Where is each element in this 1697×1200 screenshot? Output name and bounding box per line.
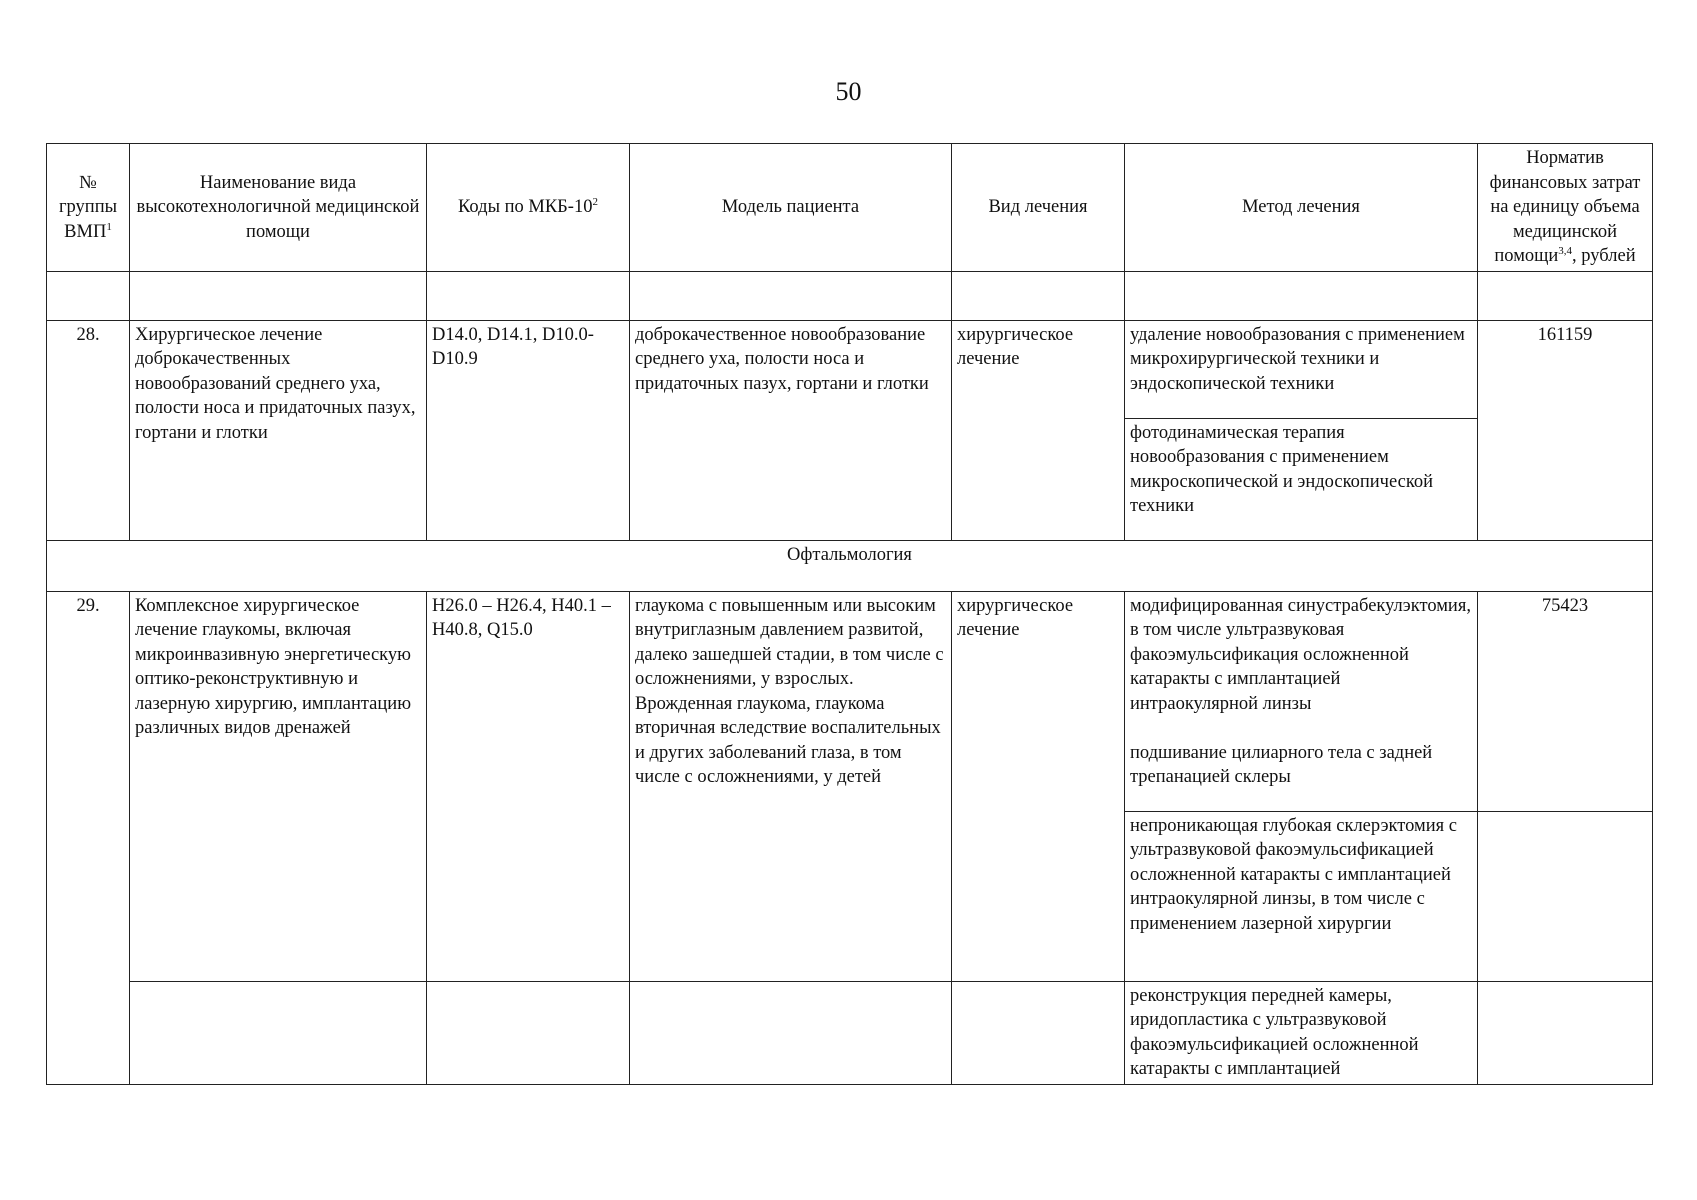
treatment-method: непроникающая глубокая склерэктомия с ультразвуковой факоэмульсификацией осложненной катаракты с имплантацией интраокулярной линзы, в том числе с применением лазерной хирургии (1125, 811, 1478, 981)
icd-codes: H26.0 – H26.4, H40.1 – H40.8, Q15.0 (427, 591, 630, 981)
treatment-method: фотодинамическая терапия новообразования с применением микроскопической и эндоскопической техники (1125, 418, 1478, 540)
treatment-method (1125, 591, 1478, 811)
table-row (47, 320, 1653, 418)
row-number: 29. (47, 591, 130, 1084)
care-type-name: Хирургическое лечение доброкачественных новообразований среднего уха, полости носа и придаточных пазух, гортани и глотки (130, 320, 427, 540)
table-row (47, 591, 1653, 811)
cost-value: 161159 (1478, 320, 1653, 540)
treatment-method: удаление новообразования с применением микрохирургической техники и эндоскопической техники (1125, 320, 1478, 418)
treatment-method: реконструкция передней камеры, иридопластика с ультразвуковой факоэмульсификацией осложненной катаракты с имплантацией (1125, 981, 1478, 1084)
table-spacer-row (47, 271, 1653, 320)
patient-model: глаукома с повышенным или высоким внутриглазным давлением развитой, далеко зашедшей стадии, в том числе с осложнениями, у взрослых. Врожденная глаукома, глаукома вторичная вследствие воспалительных и других заболеваний глаза, в том числе с осложнениями, у детей (630, 591, 952, 981)
header-icd-codes: Коды по МКБ-$10^2$ (427, 144, 630, 272)
row-number: 28. (47, 320, 130, 540)
treatment-type: хирургическое лечение (952, 591, 1125, 981)
treatment-method-part: подшивание цилиарного тела с задней трепанацией склеры (1130, 742, 1433, 787)
header-care-type: Наименование вида высокотехнологичной медицинской помощи (130, 144, 427, 272)
care-type-name: Комплексное хирургическое лечение глаукомы, включая микроинвазивную энергетическую оптико-реконструктивную и лазерную хирургию, имплантацию различных видов дренажей (130, 591, 427, 981)
page-number: 50 (835, 77, 862, 106)
cost-value: 75423 (1478, 591, 1653, 811)
section-title: Офтальмология (47, 540, 1653, 591)
table-row-sub (47, 981, 1653, 1084)
table-header-row (47, 144, 1653, 272)
icd-codes: D14.0, D14.1, D10.0-D10.9 (427, 320, 630, 540)
treatment-type: хирургическое лечение (952, 320, 1125, 540)
section-row (47, 540, 1653, 591)
header-treatment-method: Метод лечения (1125, 144, 1478, 272)
header-treatment-type: Вид лечения (952, 144, 1125, 272)
treatment-method-part: модифицированная синустрабекулэктомия, в том числе ультразвуковая факоэмульсификация осложненной катаракты с имплантацией интраокулярной линзы (1130, 595, 1471, 714)
header-patient-model: Модель пациента (630, 144, 952, 272)
vmp-table (46, 143, 1653, 1085)
header-group-number: № группы ВМП$^1$ (47, 144, 130, 272)
header-cost-standard: Норматив финансовых затрат на единицу объема медицинской помощи$^{3,4}$, рублей (1478, 144, 1653, 272)
patient-model: доброкачественное новообразование среднего уха, полости носа и придаточных пазух, гортани и глотки (630, 320, 952, 540)
